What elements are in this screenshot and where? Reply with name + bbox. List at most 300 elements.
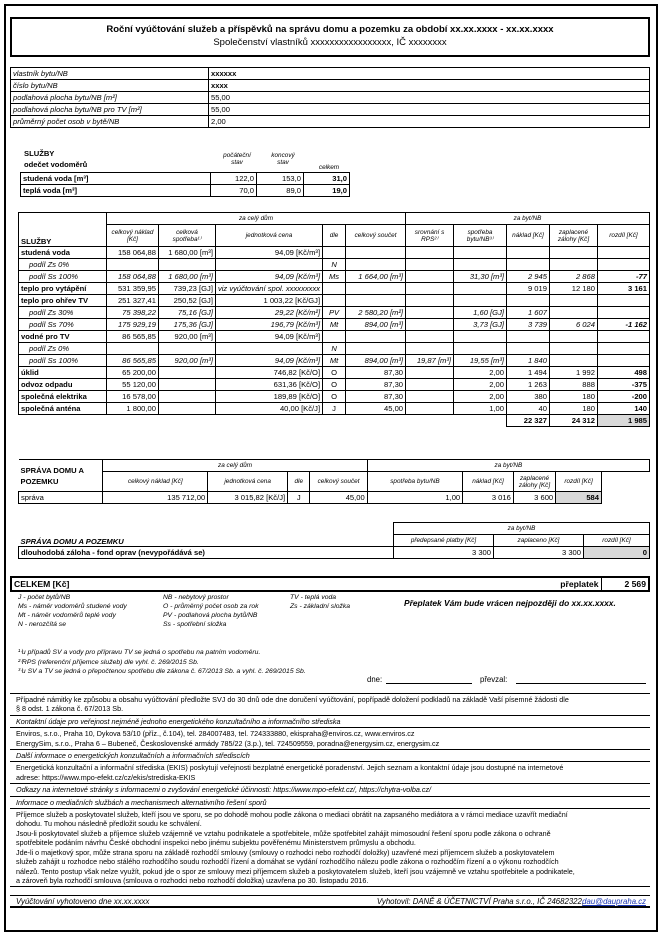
service-cell — [507, 343, 550, 355]
note-line: Energetická konzultační a informační střediska (EKIS) poskytují veřejnosti bezplatné energetické poradenství. Jejich seznam a kontaktní údaje jsou dostupné na internetové — [16, 763, 564, 773]
service-cell — [454, 295, 507, 307]
note-line: dohodu. Tu mohou následně předložit soudu ke schválení. — [16, 819, 202, 829]
note-line: Odkazy na internetové stránky s informacemi o zvyšování energetické účinnosti: https://www.mpo-efekt.cz/, https://chytra-volba.cz/ — [16, 785, 432, 795]
footer — [10, 895, 650, 908]
owner-value: xxxxxx — [209, 68, 650, 80]
legend-item: O - průměrný počet osob za rok — [163, 603, 259, 610]
service-cell: 86 565,85 — [106, 355, 158, 367]
owner-label: vlastník bytu/NB — [11, 68, 209, 80]
service-cell: O — [323, 367, 346, 379]
admin-cell: 1,00 — [367, 492, 462, 504]
service-cell: Mt — [323, 319, 346, 331]
admin-col-header: jednotková cena — [208, 472, 288, 492]
legend-row — [18, 621, 398, 630]
service-cell — [597, 259, 649, 271]
owner-label: číslo bytu/NB — [11, 80, 209, 92]
services-col-header: dle — [323, 225, 346, 247]
fund-cell: 3 300 — [394, 547, 494, 559]
service-cell: 29,22 [Kč/m²] — [215, 307, 322, 319]
note-line: a zároveň byla rozhodčí smlouva (smlouva o rozhodci nebo rozhodčí doložka) uzavřena po 30. listopadu 2016. — [16, 875, 369, 885]
service-cell: 19,55 [m³] — [454, 355, 507, 367]
service-cell: 1 263 — [507, 379, 550, 391]
service-cell: 158 064,88 — [106, 271, 158, 283]
service-cell: 1 800,00 — [106, 403, 158, 415]
service-cell: 3 739 — [507, 319, 550, 331]
owner-value: 55,00 — [209, 92, 650, 104]
service-cell — [507, 259, 550, 271]
service-cell: 86 565,85 — [106, 331, 158, 343]
service-cell: -1 162 — [597, 319, 649, 331]
services-col-header: zaplacené zálohy [Kč] — [549, 225, 597, 247]
admin-cell: 3 015,82 [Kč/J] — [208, 492, 288, 504]
note-block — [10, 716, 650, 728]
legend-item: Zs - základní složka — [290, 603, 351, 610]
meter-col-start: počáteční stav — [223, 152, 251, 166]
service-cell: 2,00 — [454, 367, 507, 379]
abbreviation-legend — [18, 594, 398, 630]
owner-info-table — [10, 67, 650, 128]
service-label: teplo pro vytápění — [19, 283, 107, 295]
owner-value: 2,00 — [209, 116, 650, 128]
note-block — [10, 728, 650, 750]
service-cell — [158, 391, 215, 403]
admin-group-house: za celý dům — [103, 460, 367, 472]
service-cell — [406, 283, 454, 295]
service-cell: N — [323, 259, 346, 271]
meter-readings — [10, 138, 370, 200]
service-cell — [454, 259, 507, 271]
service-cell: 12 180 — [549, 283, 597, 295]
prepared-by: Vyhotovil: DANĚ & ÚČETNICTVÍ Praha s.r.o., IČ 24682322, — [376, 897, 584, 906]
service-cell — [454, 343, 507, 355]
services-total-diff: 1 985 — [597, 415, 649, 427]
service-cell: 739,23 [GJ] — [158, 283, 215, 295]
admin-column-header — [19, 472, 650, 492]
service-cell: -200 — [597, 391, 649, 403]
services-column-header — [19, 225, 650, 247]
service-cell: 3,73 [GJ] — [454, 319, 507, 331]
service-cell: 920,00 [m³] — [158, 355, 215, 367]
service-row — [19, 403, 650, 415]
service-cell: 251 327,41 — [106, 295, 158, 307]
meter-table — [20, 172, 350, 197]
service-cell — [323, 247, 346, 259]
admin-col-header: zaplacené zálohy [Kč] — [513, 472, 555, 492]
service-label: studená voda — [19, 247, 107, 259]
service-label: společná anténa — [19, 403, 107, 415]
admin-group-header — [19, 460, 650, 472]
service-cell — [346, 331, 406, 343]
service-row — [19, 379, 650, 391]
meter-start: 70,0 — [211, 185, 257, 197]
legend-item: Ms - náměr vodoměrů studené vody — [18, 603, 127, 610]
service-label: úklid — [19, 367, 107, 379]
service-cell: 1 992 — [549, 367, 597, 379]
service-cell — [406, 307, 454, 319]
services-corner — [19, 213, 107, 247]
services-col-header: jednotková cena — [215, 225, 322, 247]
service-row — [19, 319, 650, 331]
service-cell: Mt — [323, 355, 346, 367]
service-label: teplo pro ohřev TV — [19, 295, 107, 307]
service-cell — [158, 403, 215, 415]
service-cell — [406, 295, 454, 307]
admin-cell: 3 600 — [513, 492, 555, 504]
legend-item: Ss - spotřební složka — [163, 621, 227, 628]
service-cell: 45,00 — [346, 403, 406, 415]
service-cell — [106, 259, 158, 271]
note-line: EnergySim, s.r.o., Praha 6 – Bubeneč, Československé armády 785/22 (3.p.), tel. 724509559, poradna@energysim.cz, energysim.cz — [16, 738, 440, 748]
admin-cell: J — [288, 492, 310, 504]
service-cell — [215, 343, 322, 355]
service-cell: 1 680,00 [m³] — [158, 271, 215, 283]
service-cell: 87,30 — [346, 391, 406, 403]
services-group-header — [19, 213, 650, 225]
service-cell — [549, 295, 597, 307]
service-cell: 1 607 — [507, 307, 550, 319]
note-line: Informace o mediačních službách a mechanismech alternativního řešení sporů — [16, 797, 267, 807]
owner-row — [11, 116, 650, 128]
owner-label: podlahová plocha bytu/NB pro TV [m²] — [11, 104, 209, 116]
footnote: ³⁾u SV a TV se jedná o přepočtenou spotřebu dle zákona č. 67/2013 Sb. a vyhl. č. 269/2015 Sb. — [18, 668, 306, 675]
service-cell: 55 120,00 — [106, 379, 158, 391]
service-row — [19, 307, 650, 319]
grand-total-row — [10, 576, 650, 592]
note-line: nálezů. Tento postup však nelze využít, pokud jde o spor ze smlouvy mezi příjemcem služeb a poskytovatelem služeb, kteří jsou vzájemně ve vztahu spotřebitele a podnikatele, — [16, 866, 575, 876]
services-col-header: celkový náklad [Kč] — [106, 225, 158, 247]
service-cell: N — [323, 343, 346, 355]
service-label: podíl Zs 30% — [19, 307, 107, 319]
service-cell — [406, 319, 454, 331]
service-cell — [158, 379, 215, 391]
service-cell — [454, 247, 507, 259]
service-cell — [346, 283, 406, 295]
service-cell: 87,30 — [346, 367, 406, 379]
service-row — [19, 283, 650, 295]
services-title: SLUŽBY — [21, 237, 52, 246]
fund-group-header — [19, 523, 650, 535]
admin-col-header: náklad [Kč] — [463, 472, 514, 492]
service-cell: 888 — [549, 379, 597, 391]
service-cell: J — [323, 403, 346, 415]
legend-row — [18, 594, 398, 603]
service-cell: PV — [323, 307, 346, 319]
note-block — [10, 750, 650, 762]
service-cell — [106, 343, 158, 355]
service-cell: 1 664,00 [m³] — [346, 271, 406, 283]
meter-total: 19,0 — [304, 185, 350, 197]
date-line — [386, 683, 472, 684]
footnotes — [18, 648, 578, 677]
owner-value: xxxx — [209, 80, 650, 92]
service-label: podíl Ss 100% — [19, 271, 107, 283]
meter-col-total: celkem — [318, 164, 340, 171]
note-block — [10, 784, 650, 796]
service-cell: 94,09 [Kč/m³] — [215, 331, 322, 343]
legend-item: NB - nebytový prostor — [163, 594, 229, 601]
note-block — [10, 694, 650, 716]
legend-row — [18, 603, 398, 612]
service-cell: 175 929,19 — [106, 319, 158, 331]
service-cell: 94,09 [Kč/m³] — [215, 247, 322, 259]
service-cell: 16 578,00 — [106, 391, 158, 403]
service-cell — [406, 343, 454, 355]
service-cell: 920,00 [m³] — [158, 331, 215, 343]
service-cell: 65 200,00 — [106, 367, 158, 379]
meter-end: 153,0 — [257, 173, 304, 185]
date-label: dne: — [367, 675, 383, 684]
services-col-header: celkový součet — [346, 225, 406, 247]
legal-notes — [10, 693, 650, 887]
service-cell: 75 398,22 — [106, 307, 158, 319]
service-cell: 1,60 [GJ] — [454, 307, 507, 319]
service-cell: 894,00 [m³] — [346, 319, 406, 331]
service-cell — [549, 259, 597, 271]
service-cell: 40,00 [Kč/J] — [215, 403, 322, 415]
meter-start: 122,0 — [211, 173, 257, 185]
service-cell: 31,30 [m³] — [454, 271, 507, 283]
note-line: adrese: https://www.mpo-efekt.cz/cz/ekis/strediska-EKIS — [16, 772, 196, 782]
service-cell: 189,89 [Kč/O] — [215, 391, 322, 403]
fund-row — [19, 547, 650, 559]
service-cell — [406, 259, 454, 271]
meter-total: 31,0 — [304, 173, 350, 185]
legend-item: J - počet bytů/NB — [18, 594, 71, 601]
service-cell — [406, 367, 454, 379]
service-cell — [549, 355, 597, 367]
fund-col-header: předepsané platby [Kč] — [394, 535, 494, 547]
service-row — [19, 391, 650, 403]
admin-row — [19, 492, 650, 504]
meter-label: studená voda [m³] — [21, 173, 211, 185]
service-cell: 2,00 — [454, 391, 507, 403]
services-col-header: rozdíl [Kč] — [597, 225, 649, 247]
legend-item: N - nerozčítá se — [18, 621, 66, 628]
meter-row — [21, 185, 350, 197]
statement-header — [10, 17, 650, 57]
service-cell: 87,30 — [346, 379, 406, 391]
meter-label: teplá voda [m³] — [21, 185, 211, 197]
fund-title: SPRÁVA DOMU A POZEMKU — [20, 537, 124, 546]
services-group-house: za celý dům — [106, 213, 405, 225]
service-cell — [323, 283, 346, 295]
service-cell: O — [323, 379, 346, 391]
admin-col-header: spotřeba bytu/NB — [367, 472, 462, 492]
service-cell: 1 840 — [507, 355, 550, 367]
service-row — [19, 367, 650, 379]
owner-row — [11, 80, 650, 92]
service-label: podíl Ss 100% — [19, 355, 107, 367]
service-cell — [597, 355, 649, 367]
service-cell: 196,79 [Kč/m³] — [215, 319, 322, 331]
service-cell — [406, 271, 454, 283]
contact-email-link[interactable]: dau@daupraha.cz — [582, 897, 646, 906]
service-cell: O — [323, 391, 346, 403]
services-col-header: náklad [Kč] — [507, 225, 550, 247]
service-cell — [454, 331, 507, 343]
admin-group-unit: za byt/NB — [367, 460, 649, 472]
fund-cell: 0 — [584, 547, 650, 559]
legend-item: TV - teplá voda — [290, 594, 337, 601]
fund-group-unit: za byt/NB — [394, 523, 650, 535]
fund-label: dlouhodobá záloha - fond oprav (nevypořádává se) — [19, 547, 394, 559]
meter-section-subtitle: odečet vodoměrů — [24, 160, 88, 169]
service-cell: 180 — [549, 403, 597, 415]
note-block — [10, 809, 650, 887]
meter-end: 89,0 — [257, 185, 304, 197]
service-cell — [406, 403, 454, 415]
owner-row — [11, 92, 650, 104]
service-cell: 9 019 — [507, 283, 550, 295]
service-cell — [597, 307, 649, 319]
owner-value: 55,00 — [209, 104, 650, 116]
service-cell: 94,09 [Kč/m³] — [215, 271, 322, 283]
grand-total-type: přeplatek — [461, 577, 601, 591]
service-cell — [549, 343, 597, 355]
note-line: Další informace o energetických konzultačních a informačních střediscích — [16, 751, 250, 761]
service-row — [19, 259, 650, 271]
admin-cell: 135 712,00 — [103, 492, 208, 504]
service-row — [19, 355, 650, 367]
service-cell — [346, 295, 406, 307]
service-row — [19, 343, 650, 355]
admin-col-header: celkový součet — [310, 472, 367, 492]
service-cell — [597, 343, 649, 355]
service-cell: 2 868 — [549, 271, 597, 283]
service-row — [19, 295, 650, 307]
service-cell — [549, 247, 597, 259]
services-total-cost: 22 327 — [507, 415, 550, 427]
service-cell: 2 580,20 [m²] — [346, 307, 406, 319]
service-cell — [158, 343, 215, 355]
service-cell: 2,00 — [454, 379, 507, 391]
services-total-spacer — [19, 415, 507, 427]
service-cell: 1 494 — [507, 367, 550, 379]
note-line: spotřebitele podáním návrhu České obchodní inspekci nebo jinému subjektu pověřenému Ministerstvem průmyslu a obchodu. — [16, 838, 416, 848]
service-label: podíl Zs 0% — [19, 259, 107, 271]
service-label: vodné pro TV — [19, 331, 107, 343]
service-cell — [323, 331, 346, 343]
service-cell — [406, 391, 454, 403]
service-cell: 380 — [507, 391, 550, 403]
service-cell: 6 024 — [549, 319, 597, 331]
admin-cell: 45,00 — [310, 492, 367, 504]
issue-date: Vyúčtování vyhotoveno dne xx.xx.xxxx — [16, 897, 150, 906]
service-cell: 180 — [549, 391, 597, 403]
service-cell — [597, 295, 649, 307]
services-total-paid: 24 312 — [549, 415, 597, 427]
service-cell: 498 — [597, 367, 649, 379]
service-cell: 1,00 — [454, 403, 507, 415]
admin-title: SPRÁVA DOMU A POZEMKU — [19, 460, 103, 492]
service-cell — [406, 331, 454, 343]
service-cell: 175,36 [GJ] — [158, 319, 215, 331]
service-cell: 2 945 — [507, 271, 550, 283]
note-line: Příjemce služeb a poskytovatel služeb, kteří jsou ve sporu, se po dohodě mohou podle zákona o mediaci obrátit na zapsaného mediátora a v rámci mediace uzavřít mediační — [16, 810, 568, 820]
service-cell: 40 — [507, 403, 550, 415]
services-col-header: spotřeba bytu/NB³⁾ — [454, 225, 507, 247]
service-cell — [597, 331, 649, 343]
admin-col-header: celkový náklad [Kč] — [103, 472, 208, 492]
owner-row — [11, 68, 650, 80]
service-cell — [323, 295, 346, 307]
legend-row — [18, 612, 398, 621]
note-line: Kontaktní údaje pro veřejnost nejméně jednoho energetického konzultačního a informačního střediska — [16, 716, 341, 726]
footnote: ¹⁾u případů SV a vody pro přípravu TV se jedná o spotřebu na patním vodoměru. — [18, 649, 261, 656]
received-line — [516, 683, 646, 684]
services-table — [18, 212, 650, 427]
administration-table — [18, 459, 650, 504]
service-cell: 631,36 [Kč/O] — [215, 379, 322, 391]
service-cell — [406, 379, 454, 391]
note-block — [10, 797, 650, 809]
services-group-unit: za byt/NB — [406, 213, 650, 225]
service-cell: 158 064,88 — [106, 247, 158, 259]
fund-cell: 3 300 — [494, 547, 584, 559]
repair-fund-table — [18, 522, 650, 559]
services-total-row — [19, 415, 650, 427]
association-name: Společenství vlastníků xxxxxxxxxxxxxxxxx, IČ xxxxxxxx — [213, 37, 447, 48]
service-cell: 19,87 [m³] — [406, 355, 454, 367]
owner-label: podlahová plocha bytu/NB [m²] — [11, 92, 209, 104]
owner-label: průměrný počet osob v bytě/NB — [11, 116, 209, 128]
meter-row — [21, 173, 350, 185]
service-cell: 3 161 — [597, 283, 649, 295]
legend-item: PV - podlahová plocha bytů/NB — [163, 612, 258, 619]
note-line: Enviros, s.r.o., Praha 10, Dykova 53/10 (příz., č.104), tel. 284007483, tel. 724333880, ekisprahа@enviros.cz, www.enviros.cz — [16, 729, 415, 739]
service-cell: 250,52 [GJ] — [158, 295, 215, 307]
service-cell — [507, 247, 550, 259]
services-col-header: celková spotřeba¹⁾ — [158, 225, 215, 247]
received-label: převzal: — [480, 675, 508, 684]
service-cell: Ms — [323, 271, 346, 283]
service-cell — [158, 367, 215, 379]
service-cell — [507, 331, 550, 343]
service-cell: -375 — [597, 379, 649, 391]
service-cell — [215, 259, 322, 271]
note-line: služeb zahájit u rozhodce nebo stálého rozhodčího soudu rozhodčí řízení a domáhat se vydání rozhodčího nálezu podle zákona o rozhodčím řízení a o výkonu rozhodčích — [16, 857, 559, 867]
service-cell — [346, 247, 406, 259]
service-cell — [507, 295, 550, 307]
service-cell — [158, 259, 215, 271]
footnote: ²⁾RPS (referenční příjemce služeb) dle vyhl. č. 269/2015 Sb. — [18, 658, 199, 666]
service-label: podíl Zs 0% — [19, 343, 107, 355]
service-label: podíl Ss 70% — [19, 319, 107, 331]
service-row — [19, 271, 650, 283]
fund-col-header: rozdíl [Kč] — [584, 535, 650, 547]
admin-label: správa — [19, 492, 103, 504]
service-cell: viz vyúčtování spol. xxxxxxxxx — [215, 283, 322, 295]
service-cell: 894,00 [m³] — [346, 355, 406, 367]
service-cell: 746,82 [Kč/O] — [215, 367, 322, 379]
service-label: odvoz odpadu — [19, 379, 107, 391]
admin-col-header: dle — [288, 472, 310, 492]
legend-item: Mt - náměr vodoměrů teplé vody — [18, 612, 116, 619]
service-cell — [549, 331, 597, 343]
service-row — [19, 247, 650, 259]
admin-cell: 3 016 — [463, 492, 514, 504]
note-block — [10, 762, 650, 784]
service-cell — [454, 283, 507, 295]
service-cell: 94,09 [Kč/m³] — [215, 355, 322, 367]
statement-title: Roční vyúčtování služeb a příspěvků na správu domu a pozemku za období xx.xx.xxxx - xx.xx.xxxx — [106, 24, 554, 35]
service-cell — [346, 259, 406, 271]
service-cell — [406, 247, 454, 259]
service-cell — [346, 343, 406, 355]
admin-cell: 584 — [556, 492, 602, 504]
note-line: Případné námitky ke způsobu a obsahu vyúčtování předložte SVJ do 30 dnů ode dne doručení vyúčtování, popřípadě doložení podkladů na základě Vaší písemné žádosti dle — [16, 695, 569, 704]
service-label: společná elektrika — [19, 391, 107, 403]
